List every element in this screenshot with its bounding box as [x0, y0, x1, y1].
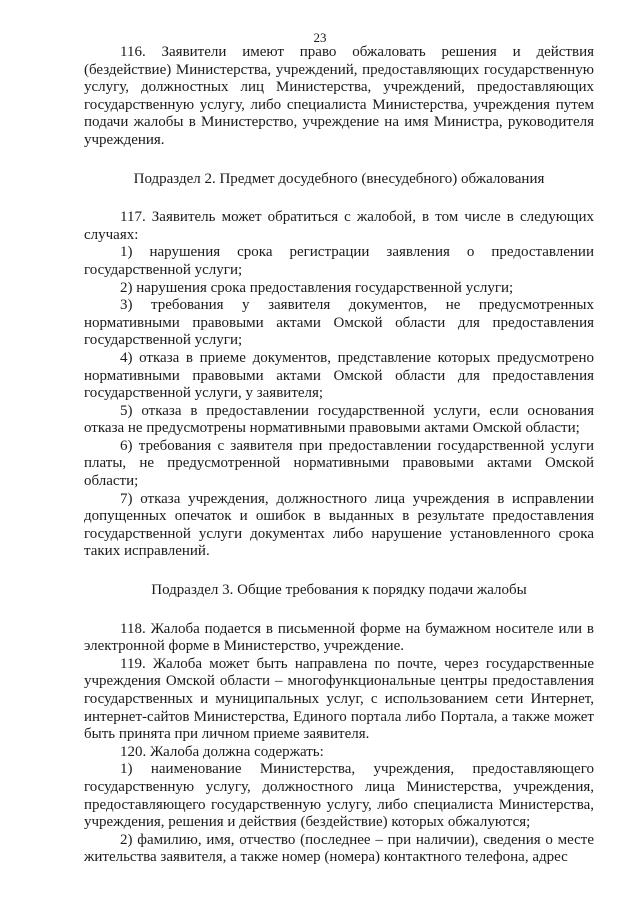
- subsection-2-heading: Подраздел 2. Предмет досудебного (внесудебного) обжалования: [133, 170, 545, 187]
- paragraph-117: 117. Заявитель может обратиться с жалобой, в том числе в следующих случаях:: [84, 209, 594, 243]
- list-item-117-3: 3) требования у заявителя документов, не предусмотренных нормативными правовыми актами Омской области для предоставления государственной услуги;: [84, 297, 594, 349]
- document-body: [84, 44, 594, 867]
- paragraph-119: 119. Жалоба может быть направлена по почте, через государственные учреждения Омской области – многофункциональные центры предоставления государственных и муниципальных услуг, с использованием сети Интернет, интернет-сайтов Министерства, Единого портала либо Портала, а также может быть принята при личном приеме заявителя.: [84, 655, 594, 743]
- list-item-117-7: 7) отказа учреждения, должностного лица учреждения в исправлении допущенных опечаток и ошибок в выданных в результате предоставления государственной услуги документах либо нарушение установленного срока таких исправлений.: [84, 490, 594, 560]
- paragraph-118: 118. Жалоба подается в письменной форме на бумажном носителе или в электронной форме в Министерство, учреждение.: [84, 620, 594, 655]
- list-item-120-2: 2) фамилию, имя, отчество (последнее – при наличии), сведения о месте жительства заявителя, а также номер (номера) контактного телефона, адрес: [84, 831, 594, 866]
- list-item-120-1: 1) наименование Министерства, учреждения, предоставляющего государственную услугу, должностного лица Министерства, учреждения, предоставляющего государственную услугу, либо специалиста Министерства, учреждения, решения и действия (бездействие) которых обжалуются;: [84, 761, 594, 831]
- subsection-3-heading: Подраздел 3. Общие требования к порядку подачи жалобы: [151, 582, 527, 599]
- list-item-117-4: 4) отказа в приеме документов, представление которых предусмотрено нормативными правовыми актами Омской области для предоставления государственной услуги, у заявителя;: [84, 349, 594, 402]
- paragraph-116: 116. Заявители имеют право обжаловать решения и действия (бездействие) Министерства, учреждений, предоставляющих государственную услугу, должностных лиц Министерства, учреждений, предоставляющих государственную услугу, либо специалиста Министерства, учреждения путем подачи жалобы в Министерство, учреждение на имя Министра, руководителя учреждения.: [84, 44, 594, 148]
- list-item-117-2: 2) нарушения срока предоставления государственной услуги;: [120, 279, 514, 296]
- page-number: 23: [313, 30, 327, 45]
- paragraph-120: 120. Жалоба должна содержать:: [120, 743, 324, 760]
- list-item-117-6: 6) требования с заявителя при предоставлении государственной услуги платы, не предусмотренной нормативными правовыми актами Омской области;: [84, 437, 594, 490]
- list-item-117-1: 1) нарушения срока регистрации заявления о предоставлении государственной услуги;: [84, 244, 594, 278]
- list-item-117-5: 5) отказа в предоставлении государственной услуги, если основания отказа не предусмотрены нормативными правовыми актами Омской области;: [84, 402, 594, 437]
